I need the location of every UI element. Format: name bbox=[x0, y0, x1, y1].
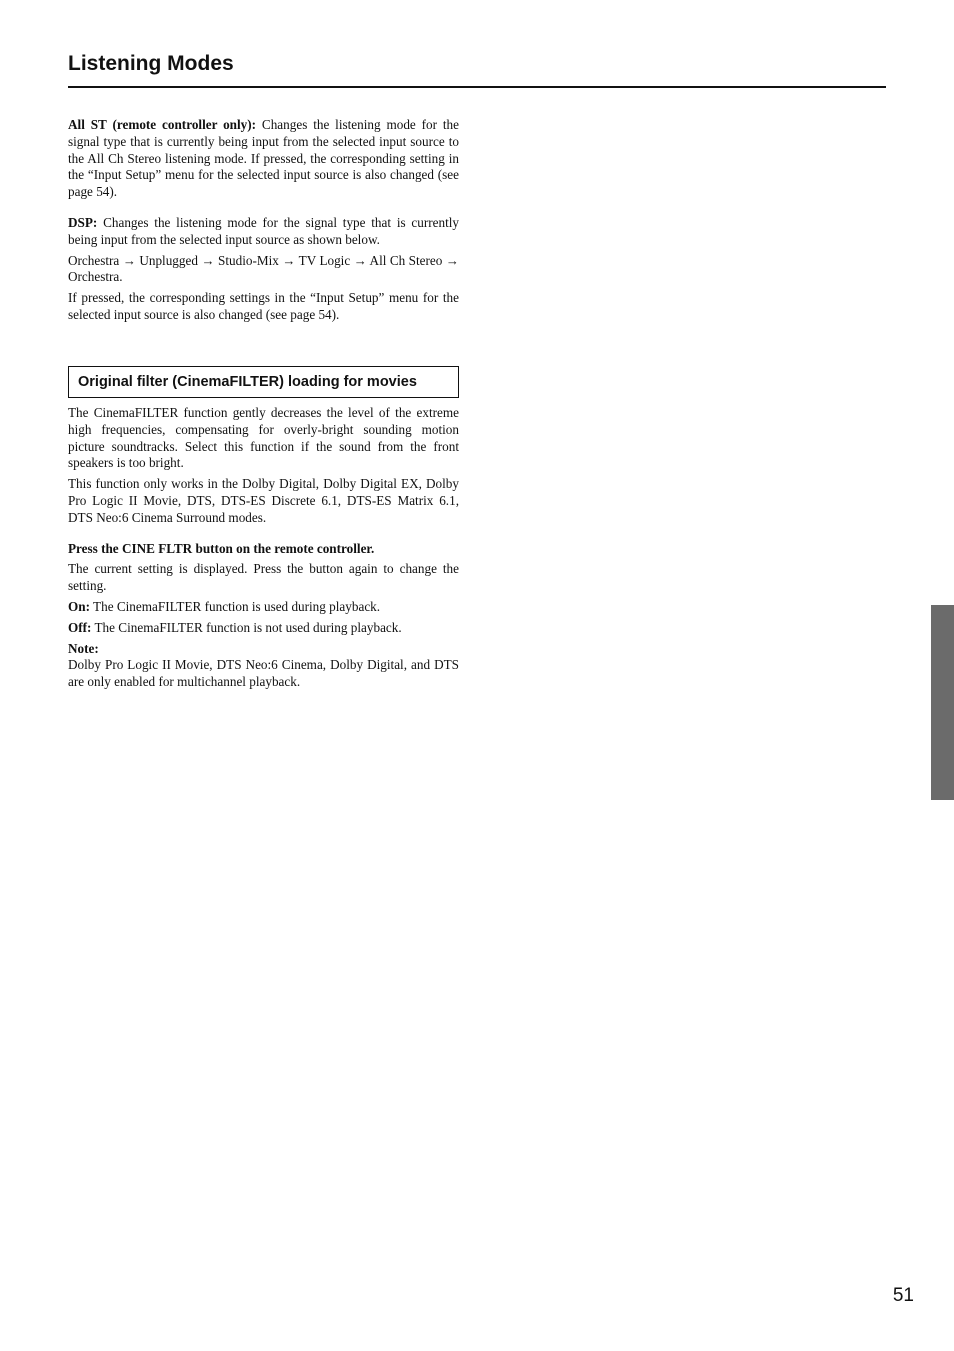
section-listening-mode-buttons bbox=[68, 117, 459, 324]
cinemafilter-intro: The CinemaFILTER function gently decreases the level of the extreme high frequencies, compensating for overly-bright sounding motion picture soundtracks. Select this function if the sound from the front speakers is too bright. bbox=[68, 405, 459, 471]
page-number: 51 bbox=[892, 1285, 914, 1306]
on-text: The CinemaFILTER function is used during playback. bbox=[93, 598, 381, 614]
section-heading-cinemafilter: Original filter (CinemaFILTER) loading for movies bbox=[68, 366, 459, 398]
title-rule bbox=[68, 86, 886, 88]
allst-paragraph bbox=[68, 117, 459, 201]
section-cinemafilter bbox=[68, 405, 459, 691]
chapter-side-tab bbox=[931, 605, 954, 800]
current-setting-text: The current setting is displayed. Press the button again to change the setting. bbox=[68, 561, 459, 594]
off-option bbox=[68, 620, 459, 637]
on-option bbox=[68, 599, 459, 616]
dsp-paragraph bbox=[68, 215, 459, 249]
allst-text: Changes the listening mode for the signal type that is currently being input from the selected input source to the All Ch Stereo listening mode. If pressed, the corresponding setting in the “Input Setup” menu for the selected input source is also changed (see page 54). bbox=[68, 117, 459, 200]
dsp-text: Changes the listening mode for the signal type that is currently being input from the selected input source as shown below. bbox=[68, 214, 459, 247]
pressed-note: If pressed, the corresponding settings in the “Input Setup” menu for the selected input source is also changed (see page 54). bbox=[68, 290, 459, 322]
note-text: Dolby Pro Logic II Movie, DTS Neo:6 Cinema, Dolby Digital, and DTS are only enabled for multichannel playback. bbox=[68, 657, 459, 690]
page-title: Listening Modes bbox=[68, 52, 234, 75]
mode-sequence: Orchestra → Unplugged → Studio-Mix → TV Logic → All Ch Stereo → Orchestra. bbox=[68, 252, 459, 285]
cinemafilter-modes: This function only works in the Dolby Digital, Dolby Digital EX, Dolby Pro Logic II Movie, DTS, DTS-ES Discrete 6.1, DTS-ES Matrix 6.1, DTS Neo:6 Cinema Surround modes. bbox=[68, 476, 459, 525]
cine-fltr-instruction: Press the CINE FLTR button on the remote controller. bbox=[68, 540, 375, 556]
allst-term: All ST (remote controller only): bbox=[68, 117, 257, 132]
dsp-term: DSP: bbox=[68, 214, 98, 230]
off-text: The CinemaFILTER function is not used during playback. bbox=[94, 619, 402, 635]
on-term: On: bbox=[68, 598, 90, 614]
note-label: Note: bbox=[68, 640, 99, 656]
off-term: Off: bbox=[68, 619, 92, 635]
